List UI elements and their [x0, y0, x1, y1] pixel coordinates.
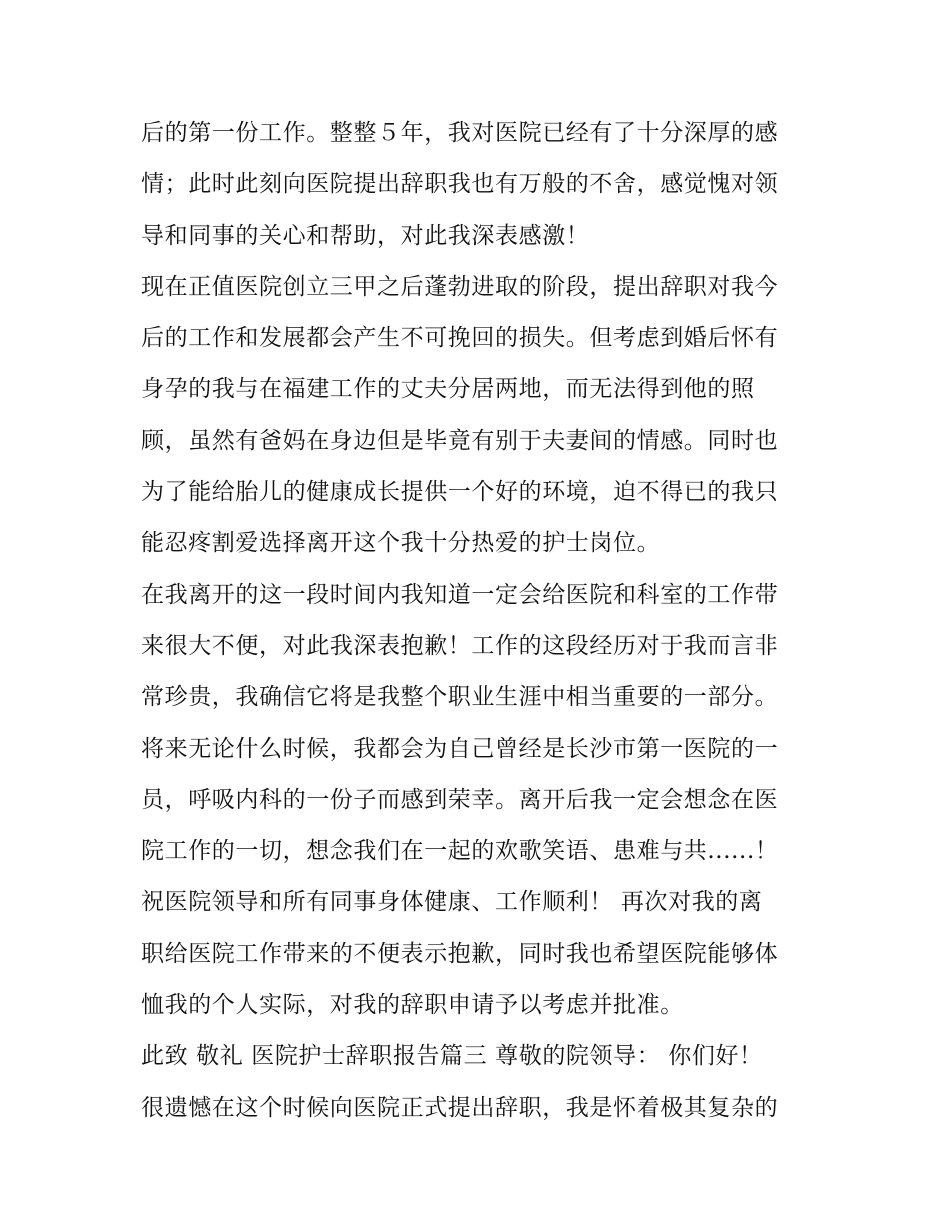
text-line: 职给医院工作带来的不便表示抱歉，同时我也希望医院能够体	[141, 940, 779, 967]
text-line: 现在正值医院创立三甲之后蓬勃进取的阶段，提出辞职对我今	[141, 273, 779, 300]
text-line: 能忍疼割爱选择离开这个我十分热爱的护士岗位。	[141, 530, 661, 557]
text-line: 情；此时此刻向医院提出辞职我也有万般的不舍，感觉愧对领	[141, 171, 779, 198]
text-line: 院工作的一切，想念我们在一起的欢歌笑语、患难与共......！	[141, 838, 779, 865]
text-line: 为了能给胎儿的健康成长提供一个好的环境，迫不得已的我只	[141, 479, 779, 506]
text-line: 常珍贵，我确信它将是我整个职业生涯中相当重要的一部分。	[141, 684, 779, 711]
text-line: 顾，虽然有爸妈在身边但是毕竟有别于夫妻间的情感。同时也	[141, 427, 779, 454]
text-line: 很遗憾在这个时候向医院正式提出辞职，我是怀着极其复杂的	[141, 1094, 779, 1121]
text-line: 员，呼吸内科的一份子而感到荣幸。离开后我一定会想念在医	[141, 786, 779, 813]
text-line: 将来无论什么时候，我都会为自己曾经是长沙市第一医院的一	[141, 735, 779, 762]
text-line: 身孕的我与在福建工作的丈夫分居两地，而无法得到他的照	[141, 376, 755, 403]
text-line: 来很大不便，对此我深表抱歉！工作的这段经历对于我而言非	[141, 632, 779, 659]
text-line: 后的第一份工作。整整５年，我对医院已经有了十分深厚的感	[141, 120, 779, 146]
text-line: 后的工作和发展都会产生不可挽回的损失。但考虑到婚后怀有	[141, 325, 779, 352]
text-line: 恤我的个人实际，对我的辞职申请予以考虑并批准。	[141, 992, 684, 1019]
text-line: 此致 敬礼 医院护士辞职报告篇三 尊敬的院领导： 你们好！	[141, 1043, 763, 1070]
text-line: 在我离开的这一段时间内我知道一定会给医院和科室的工作带	[141, 581, 779, 608]
letter-body-text	[141, 108, 821, 1134]
text-line: 祝医院领导和所有同事身体健康、工作顺利！ 再次对我的离	[141, 889, 763, 916]
text-line: 导和同事的关心和帮助，对此我深表感激！	[141, 222, 590, 249]
